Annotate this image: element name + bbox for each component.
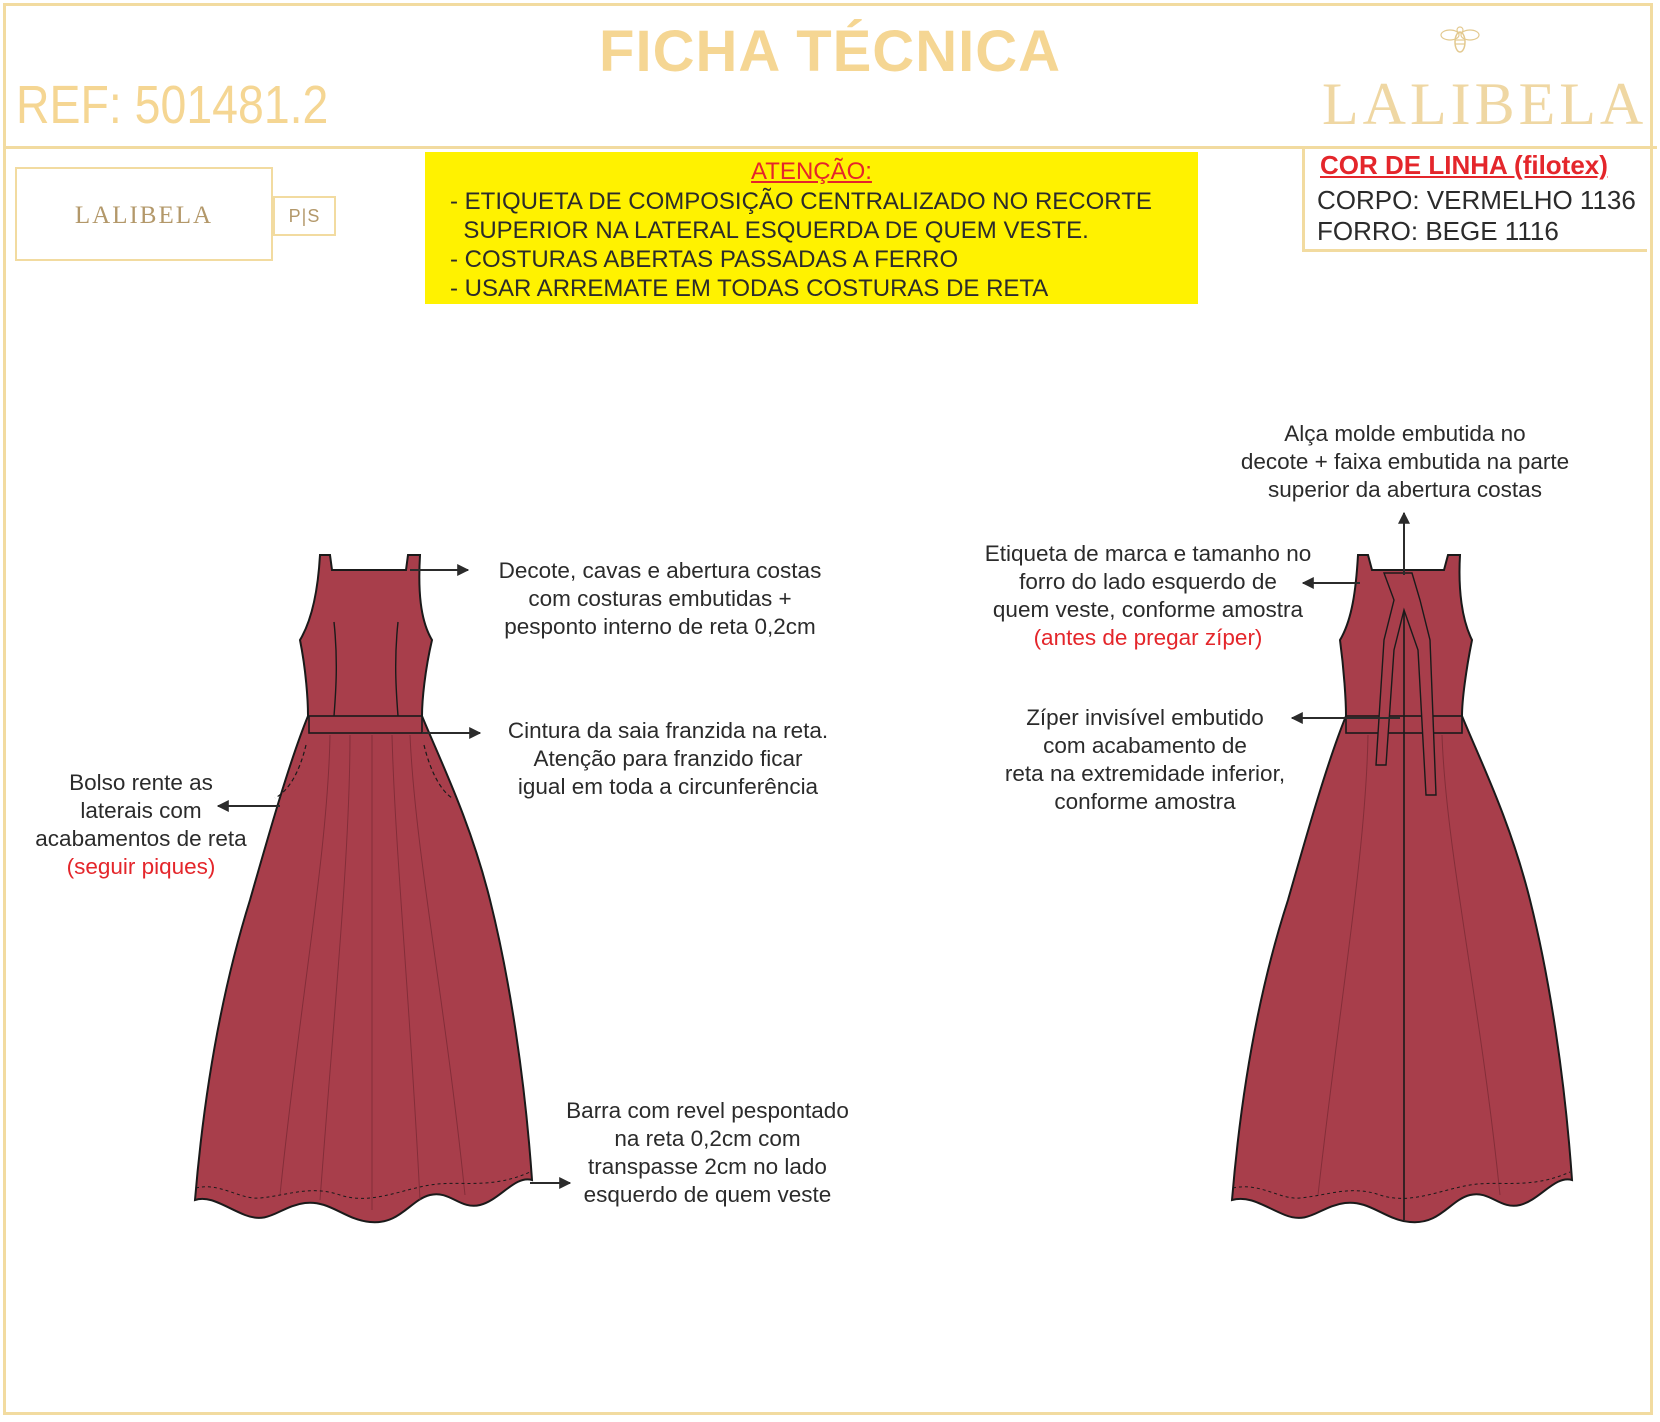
note-line: quem veste, conforme amostra (992, 597, 1304, 622)
reference-code: REF: 501481.2 (16, 75, 329, 135)
note-line: decote + faixa embutida na parte (1240, 449, 1570, 474)
note-brand-label (948, 540, 1348, 652)
label-brand-text: LALIBELA (74, 202, 214, 229)
attention-line: - USAR ARREMATE EM TODAS COSTURAS DE RETA (450, 275, 1049, 302)
note-line: igual em toda a circunferência (517, 774, 819, 799)
note-line: Atenção para franzido ficar (533, 746, 803, 771)
note-line: com costuras embutidas + (528, 586, 792, 611)
note-line: Decote, cavas e abertura costas (498, 558, 822, 583)
attention-title: ATENÇÃO: (751, 158, 872, 185)
note-line: Bolso rente as (69, 770, 213, 795)
attention-line: - COSTURAS ABERTAS PASSADAS A FERRO (450, 246, 959, 273)
note-warning: (seguir piques) (66, 854, 216, 879)
note-line: Zíper invisível embutido (1026, 705, 1264, 730)
note-line: com acabamento de (1043, 733, 1247, 758)
note-line: Etiqueta de marca e tamanho no (984, 541, 1312, 566)
thread-color-title: COR DE LINHA (filotex) (1320, 150, 1608, 180)
brand-logo: LALIBELA (1322, 71, 1648, 137)
note-zipper (985, 704, 1305, 816)
back-dress (1232, 555, 1572, 1222)
size-tag: P|S (273, 196, 336, 236)
note-line: Cintura da saia franzida na reta. (507, 718, 829, 743)
note-line: Barra com revel pespontado (566, 1098, 849, 1123)
note-line: transpasse 2cm no lado (588, 1154, 827, 1179)
thread-body-color: CORPO: VERMELHO 1136 (1317, 185, 1636, 215)
note-line: acabamentos de reta (35, 826, 247, 851)
attention-line: SUPERIOR NA LATERAL ESQUERDA DE QUEM VESTE. (450, 217, 1089, 244)
note-hem (535, 1097, 880, 1209)
front-dress-body (195, 555, 532, 1222)
note-line: na reta 0,2cm com (614, 1126, 801, 1151)
note-line: superior da abertura costas (1268, 477, 1542, 502)
note-pocket (16, 769, 266, 881)
note-warning: (antes de pregar zíper) (1033, 625, 1263, 650)
attention-line: - ETIQUETA DE COMPOSIÇÃO CENTRALIZADO NO RECORTE (450, 188, 1152, 215)
note-line: laterais com (80, 798, 202, 823)
note-line: forro do lado esquerdo de (1019, 569, 1277, 594)
front-waistband (309, 716, 422, 733)
note-line: Alça molde embutida no (1284, 421, 1526, 446)
page-title: FICHA TÉCNICA (599, 19, 1061, 84)
front-dress (195, 555, 532, 1222)
back-dress-body (1232, 555, 1572, 1222)
note-line: conforme amostra (1054, 789, 1236, 814)
note-waist (478, 717, 858, 801)
note-strap (1205, 420, 1605, 504)
note-neckline (470, 557, 850, 641)
note-line: reta na extremidade inferior, (1004, 761, 1286, 786)
note-line: pesponto interno de reta 0,2cm (504, 614, 816, 639)
thread-lining-color: FORRO: BEGE 1116 (1317, 216, 1559, 246)
note-line: esquerdo de quem veste (583, 1182, 832, 1207)
